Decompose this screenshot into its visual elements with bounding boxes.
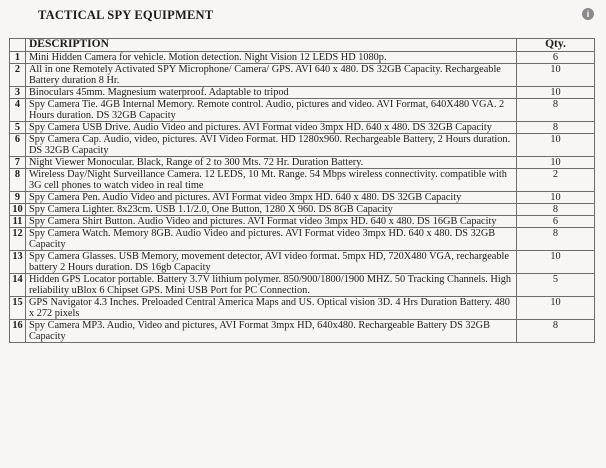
row-number: 13 [10, 251, 26, 274]
row-qty: 8 [517, 99, 595, 122]
row-qty: 8 [517, 204, 595, 216]
row-description: Binoculars 45mm. Magnesium waterproof. Adaptable to tripod [26, 87, 517, 99]
row-qty: 2 [517, 169, 595, 192]
row-description: Spy Camera Glasses. USB Memory, movement detector, AVI video format. 5mpx HD, 720X480 VGA, rechargeable battery 2 Hours duration. DS 16gb Capacity [26, 251, 517, 274]
row-description: Mini Hidden Camera for vehicle. Motion detection. Night Vision 12 LEDS HD 1080p. [26, 52, 517, 64]
table-row [10, 297, 595, 320]
row-number: 8 [10, 169, 26, 192]
row-qty: 8 [517, 122, 595, 134]
document-title: TACTICAL SPY EQUIPMENT [38, 8, 214, 22]
table-row [10, 216, 595, 228]
row-number: 12 [10, 228, 26, 251]
table-row [10, 122, 595, 134]
info-icon[interactable]: i [582, 8, 594, 20]
row-qty: 8 [517, 228, 595, 251]
row-number: 7 [10, 157, 26, 169]
row-description: Spy Camera Shirt Button. Audio Video and pictures. AVI Format video 3mpx HD. 640 x 480. DS 16GB Capacity [26, 216, 517, 228]
header-description: DESCRIPTION [26, 39, 517, 52]
row-description: Hidden GPS Locator portable. Battery 3.7V lithium polymer. 850/900/1800/1900 MHZ. 50 Tracking Channels. High reliability uBlox 6 Chipset GPS. Mini USB Port for PC Connection. [26, 274, 517, 297]
row-description: Spy Camera Pen. Audio Video and pictures. AVI Format video 3mpx HD. 640 x 480. DS 32GB Capacity [26, 192, 517, 204]
table-header-row [10, 39, 595, 52]
header-qty: Qty. [517, 39, 595, 52]
row-description: Spy Camera Lighter. 8x23cm. USB 1.1/2.0, One Button, 1280 X 960. DS 8GB Capacity [26, 204, 517, 216]
row-description: GPS Navigator 4.3 Inches. Preloaded Central America Maps and US. Optical vision 3D. 4 Hrs Duration Battery. 480 x 272 pixels [26, 297, 517, 320]
row-qty: 6 [517, 216, 595, 228]
row-description: Spy Camera USB Drive. Audio Video and pictures. AVI Format video 3mpx HD. 640 x 480. DS 32GB Capacity [26, 122, 517, 134]
row-qty: 10 [517, 64, 595, 87]
table-row [10, 274, 595, 297]
row-qty: 10 [517, 251, 595, 274]
row-description: Night Viewer Monocular. Black, Range of 2 to 300 Mts. 72 Hr. Duration Battery. [26, 157, 517, 169]
table-row [10, 64, 595, 87]
row-description: Spy Camera Tie. 4GB Internal Memory. Remote control. Audio, pictures and video. AVI Format, 640X480 VGA. 2 Hours duration. DS 32GB Capacity [26, 99, 517, 122]
row-number: 4 [10, 99, 26, 122]
row-number: 5 [10, 122, 26, 134]
row-description: Spy Camera Watch. Memory 8GB. Audio Video and pictures. AVI Format video 3mpx HD. 640 x 480. DS 32GB Capacity [26, 228, 517, 251]
table-row [10, 251, 595, 274]
table-row [10, 99, 595, 122]
row-number: 16 [10, 320, 26, 343]
row-description: Spy Camera Cap. Audio, video, pictures. AVI Video Format. HD 1280x960. Rechargeable Battery, 2 Hours duration. DS 32GB Capacity [26, 134, 517, 157]
row-qty: 10 [517, 297, 595, 320]
row-qty: 6 [517, 52, 595, 64]
row-qty: 10 [517, 134, 595, 157]
row-qty: 8 [517, 320, 595, 343]
row-number: 1 [10, 52, 26, 64]
row-number: 11 [10, 216, 26, 228]
row-qty: 10 [517, 157, 595, 169]
row-number: 14 [10, 274, 26, 297]
row-number: 2 [10, 64, 26, 87]
row-number: 3 [10, 87, 26, 99]
row-qty: 5 [517, 274, 595, 297]
table-row [10, 228, 595, 251]
table-row [10, 204, 595, 216]
table-row [10, 169, 595, 192]
row-number: 9 [10, 192, 26, 204]
row-number: 15 [10, 297, 26, 320]
equipment-table [9, 38, 595, 343]
row-description: Spy Camera MP3. Audio, Video and pictures, AVI Format 3mpx HD, 640x480. Rechargeable Battery DS 32GB Capacity [26, 320, 517, 343]
table-row [10, 192, 595, 204]
row-qty: 10 [517, 192, 595, 204]
header-number [10, 39, 26, 52]
row-description: All in one Remotely Activated SPY Microphone/ Camera/ GPS. AVI 640 x 480. DS 32GB Capacity. Rechargeable Battery duration 8 Hr. [26, 64, 517, 87]
row-qty: 10 [517, 87, 595, 99]
row-number: 10 [10, 204, 26, 216]
table-row [10, 134, 595, 157]
row-number: 6 [10, 134, 26, 157]
table-row [10, 87, 595, 99]
table-row [10, 52, 595, 64]
row-description: Wireless Day/Night Surveillance Camera. 12 LEDS, 10 Mt. Range. 54 Mbps wireless connectivity. compatible with 3G cell phones to watch video in real time [26, 169, 517, 192]
table-row [10, 157, 595, 169]
table-row [10, 320, 595, 343]
